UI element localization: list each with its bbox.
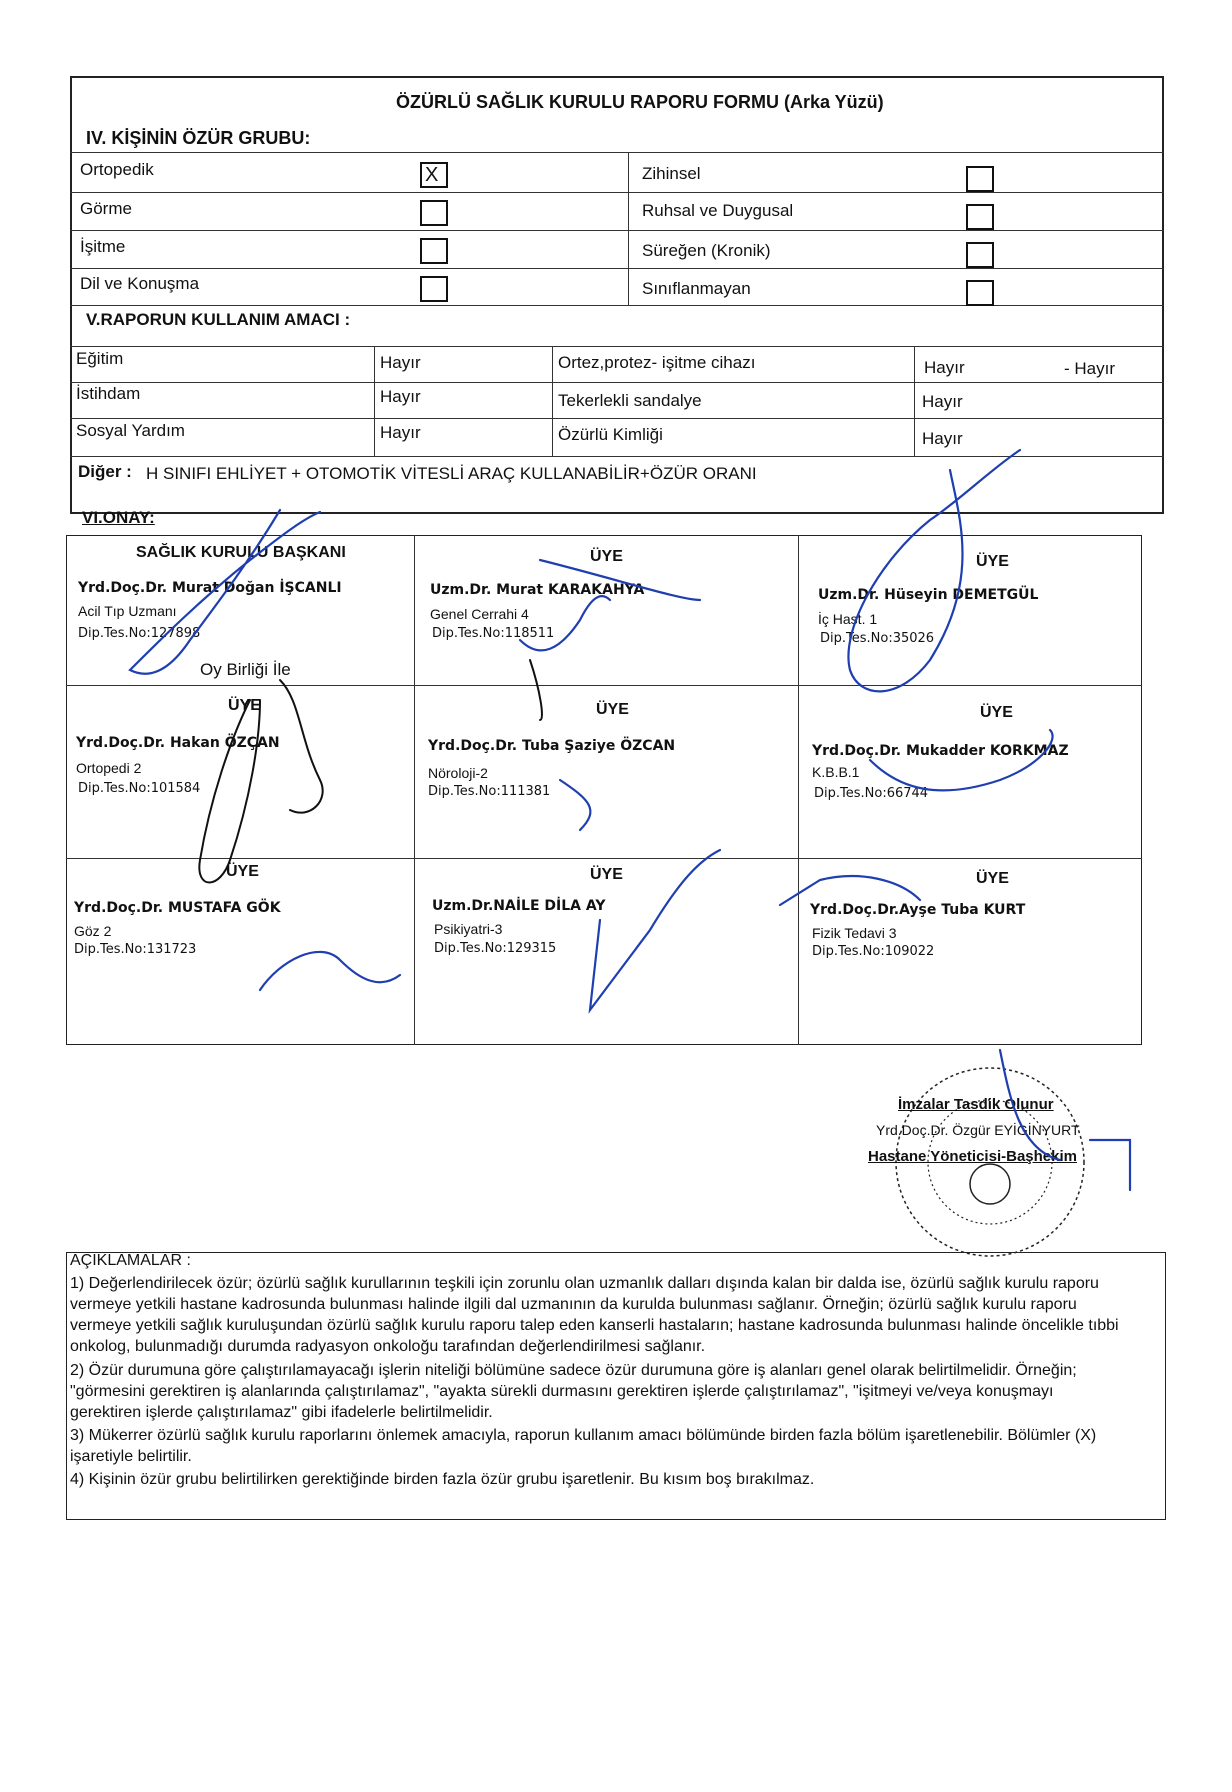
note-line: 2) Özür durumuna göre çalıştırılamayacağı işlerin niteliği bölümüne sadece özür durumuna göre iş alanları genel olarak belirtilmelidir. Örneğin; — [70, 1362, 1077, 1379]
usage-label: Özürlü Kimliği — [558, 425, 663, 444]
member-dept: K.B.B.1 — [812, 764, 860, 780]
signature — [780, 876, 920, 905]
note-line: 3) Mükerrer özürlü sağlık kurulu raporlarını önlemek amacıyla, raporun kullanım amacı bölümünde birden fazla bölüm işaretlenebilir. Bölümler (X) — [70, 1427, 1097, 1444]
member-role: SAĞLIK KURULU BAŞKANI — [136, 544, 346, 561]
member-dip: Dip.Tes.No:109022 — [812, 944, 935, 959]
consensus-note: Oy Birliği İle — [200, 660, 291, 679]
checkbox-mark: X — [425, 164, 439, 186]
disability-label: Süreğen (Kronik) — [642, 241, 771, 260]
member-role: ÜYE — [976, 870, 1009, 887]
member-dip: Dip.Tes.No:129315 — [434, 941, 557, 956]
usage-value: Hayır — [922, 392, 963, 411]
signature — [280, 680, 323, 813]
member-dept: Acil Tıp Uzmanı — [78, 603, 177, 619]
member-name: Yrd.Doç.Dr.Ayşe Tuba KURT — [810, 902, 1026, 918]
member-name: Yrd.Doç.Dr. MUSTAFA GÖK — [74, 900, 281, 916]
member-role: ÜYE — [590, 866, 623, 883]
usage-value: Hayır — [380, 423, 421, 442]
signature — [560, 780, 590, 830]
disability-label: Zihinsel — [642, 164, 701, 183]
member-role: ÜYE — [590, 548, 623, 565]
signature — [260, 952, 400, 990]
member-dept: Genel Cerrahi 4 — [430, 606, 529, 622]
note-line: onkolog, bulunmadığı durumda radyasyon onkoloğu tarafından değerlendirilmesi sağlanır. — [70, 1338, 706, 1355]
section6-heading: VI.ONAY: — [82, 508, 155, 527]
usage-label: Sosyal Yardım — [76, 421, 185, 440]
other-label: Diğer : — [78, 462, 132, 481]
usage-value: Hayır — [380, 387, 421, 406]
member-role: ÜYE — [228, 697, 261, 714]
approval-name: Yrd.Doç.Dr. Özgür EYİGİNYURT — [876, 1122, 1080, 1138]
note-line: gerektiren işlerde çalıştırılamaz" gibi ifadelerle belirtilmelidir. — [70, 1404, 493, 1421]
signature — [848, 450, 1020, 691]
usage-value: Hayır — [922, 429, 963, 448]
note-line: vermeye yetkili hastane kadrosunda bulunması halinde ilgili dal uzmanının da kurulda bulunması sağlanır. Örneğin; özürlü sağlık kurulu raporu — [70, 1296, 1077, 1313]
section4-heading: IV. KİŞİNİN ÖZÜR GRUBU: — [86, 128, 311, 148]
member-dip: Dip.Tes.No:35026 — [820, 631, 935, 646]
signature-strokes-black — [199, 660, 542, 883]
usage-label: İstihdam — [76, 384, 141, 403]
note-line: 4) Kişinin özür grubu belirtilirken gerektiğinde birden fazla özür grubu işaretlenir. Bu kısım boş bırakılmaz. — [70, 1471, 815, 1488]
notes-heading: AÇIKLAMALAR : — [70, 1252, 191, 1269]
note-line: vermeye yetkili sağlık kuruluşundan özürlü sağlık kurulu raporu talep eden kanserli hastaların; hastane kadrosunda bulunması halinde öncelikle tıbbi — [70, 1317, 1119, 1334]
signature — [1000, 1050, 1060, 1160]
usage-value: - Hayır — [1064, 359, 1115, 378]
member-dip: Dip.Tes.No:127898 — [78, 626, 201, 641]
member-dept: Nöroloji-2 — [428, 765, 488, 781]
disability-label: Ruhsal ve Duygusal — [642, 201, 794, 220]
member-dept: Psikiyatri-3 — [434, 921, 503, 937]
member-role: ÜYE — [226, 863, 259, 880]
approval-title: İmzalar Tasdik Olunur — [898, 1096, 1054, 1113]
member-role: ÜYE — [596, 701, 629, 718]
member-dip: Dip.Tes.No:131723 — [74, 942, 197, 957]
member-dip: Dip.Tes.No:66744 — [814, 786, 929, 801]
signature — [530, 660, 542, 720]
usage-label: Eğitim — [76, 349, 124, 368]
usage-value: Hayır — [380, 353, 421, 372]
signature — [520, 596, 610, 650]
member-dept: İç Hast. 1 — [818, 611, 878, 627]
signature-strokes — [130, 450, 1130, 1190]
member-dept: Göz 2 — [74, 923, 112, 939]
member-dept: Fizik Tedavi 3 — [812, 925, 897, 941]
signature — [130, 510, 320, 674]
member-dip: Dip.Tes.No:118511 — [432, 626, 555, 641]
signature — [199, 700, 260, 883]
member-name: Yrd.Doç.Dr. Murat Doğan İŞCANLI — [78, 580, 342, 596]
form-title: ÖZÜRLÜ SAĞLIK KURULU RAPORU FORMU (Arka Yüzü) — [396, 92, 884, 112]
member-name: Uzm.Dr. Murat KARAKAHYA — [430, 582, 645, 598]
member-dept: Ortopedi 2 — [76, 760, 142, 776]
disability-label: Görme — [80, 199, 132, 218]
note-line: 1) Değerlendirilecek özür; özürlü sağlık kurullarının teşkili için zorunlu olan uzmanlık dalları dışında kalan bir dalda ise, özürlü sağlık kurulu raporu — [70, 1275, 1099, 1292]
disability-label: Dil ve Konuşma — [80, 274, 200, 293]
usage-label: Ortez,protez- işitme cihazı — [558, 353, 756, 372]
note-line: işaretiyle belirtilir. — [70, 1448, 192, 1465]
approval-role: Hastane Yöneticisi-Başhekim — [868, 1148, 1077, 1165]
member-name: Uzm.Dr. Hüseyin DEMETGÜL — [818, 587, 1039, 603]
disability-label: Sınıflanmayan — [642, 279, 751, 298]
member-dip: Dip.Tes.No:111381 — [428, 784, 551, 799]
other-value: H SINIFI EHLİYET + OTOMOTİK VİTESLİ ARAÇ KULLANABİLİR+ÖZÜR ORANI — [146, 464, 757, 483]
usage-label: Tekerlekli sandalye — [558, 391, 702, 410]
signature — [870, 730, 1053, 790]
member-name: Uzm.Dr.NAİLE DİLA AY — [432, 898, 606, 914]
note-line: "görmesini gerektiren iş alanlarında çalıştırılamaz", "ayakta sürekli durmasını gerektiren işlerde çalıştırılamaz", "işitmeyi ve/veya konuşmayı — [70, 1383, 1054, 1400]
member-name: Yrd.Doç.Dr. Mukadder KORKMAZ — [812, 743, 1069, 759]
signature — [590, 850, 720, 1010]
member-name: Yrd.Doç.Dr. Hakan ÖZÇAN — [76, 735, 280, 751]
member-role: ÜYE — [980, 704, 1013, 721]
signature — [540, 560, 700, 600]
member-role: ÜYE — [976, 553, 1009, 570]
member-name: Yrd.Doç.Dr. Tuba Şaziye ÖZCAN — [428, 738, 676, 754]
member-dip: Dip.Tes.No:101584 — [78, 781, 201, 796]
section5-heading: V.RAPORUN KULLANIM AMACI : — [86, 310, 351, 329]
disability-label: İşitme — [80, 237, 126, 256]
usage-value: Hayır — [924, 358, 965, 377]
signature — [1090, 1140, 1130, 1190]
disability-label: Ortopedik — [80, 160, 154, 179]
